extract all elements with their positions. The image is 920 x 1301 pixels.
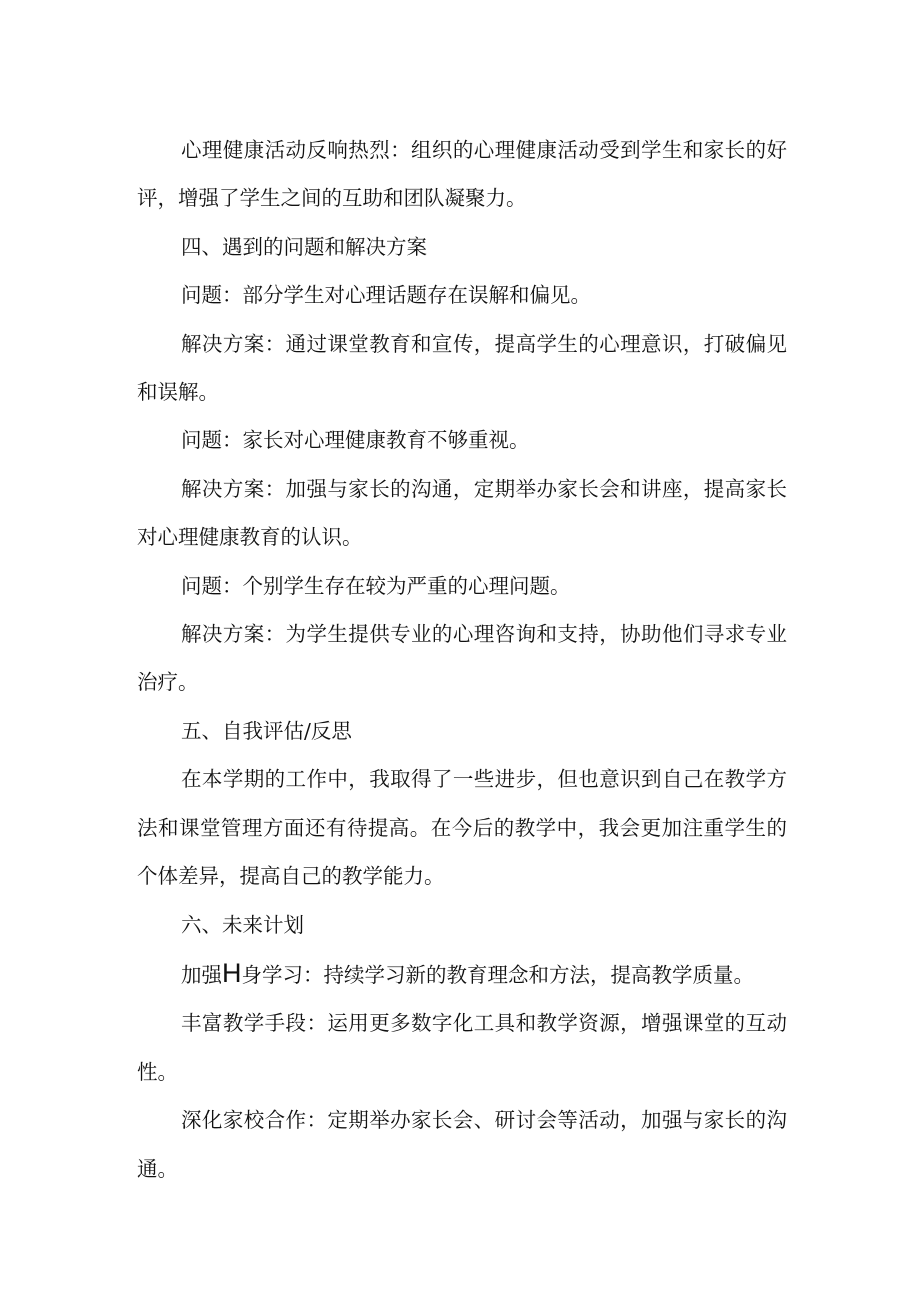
plan-learning-rest: 身学习：持续学习新的教育理念和方法，提高教学质量。: [241, 962, 754, 987]
paragraph-plan-learning: [137, 949, 787, 999]
plan-learning-glyph: H: [222, 957, 242, 988]
section-heading-problems-solutions: 四、遇到的问题和解决方案: [181, 234, 427, 259]
plan-learning-prefix: 加强: [181, 962, 222, 987]
paragraph-solution-3: 解决方案：为学生提供专业的心理咨询和支持，协助他们寻求专业治疗。: [137, 622, 787, 695]
paragraph-plan-home-school: 深化家校合作：定期举办家长会、研讨会等活动，加强与家长的沟通。: [137, 1108, 787, 1181]
section-heading-self-assessment: 五、自我评估/反思: [181, 718, 352, 743]
paragraph-solution-1: 解决方案：通过课堂教育和宣传，提高学生的心理意识，打破偏见和误解。: [137, 331, 787, 405]
paragraph-problem-2: 问题：家长对心理健康教育不够重视。: [181, 428, 530, 453]
paragraph-activity-feedback: 心理健康活动反响热烈：组织的心理健康活动受到学生和家长的好评，增强了学生之间的互助和团队凝聚力。: [137, 138, 787, 211]
paragraph-plan-teaching-methods: 丰富教学手段：运用更多数字化工具和教学资源，增强课堂的互动性。: [137, 1011, 787, 1084]
paragraph-problem-1: 问题：部分学生对心理话题存在误解和偏见。: [181, 283, 591, 308]
paragraph-problem-3: 问题：个别学生存在较为严重的心理问题。: [181, 573, 571, 598]
section-heading-future-plan: 六、未来计划: [181, 912, 304, 937]
paragraph-self-reflection: 在本学期的工作中，我取得了一些进步，但也意识到自己在教学方法和课堂管理方面还有待提高。在今后的教学中，我会更加注重学生的个体差异，提高自己的教学能力。: [137, 767, 787, 889]
document-body: [137, 126, 787, 1193]
paragraph-solution-2: 解决方案：加强与家长的沟通，定期举办家长会和讲座，提高家长对心理健康教育的认识。: [137, 476, 787, 550]
